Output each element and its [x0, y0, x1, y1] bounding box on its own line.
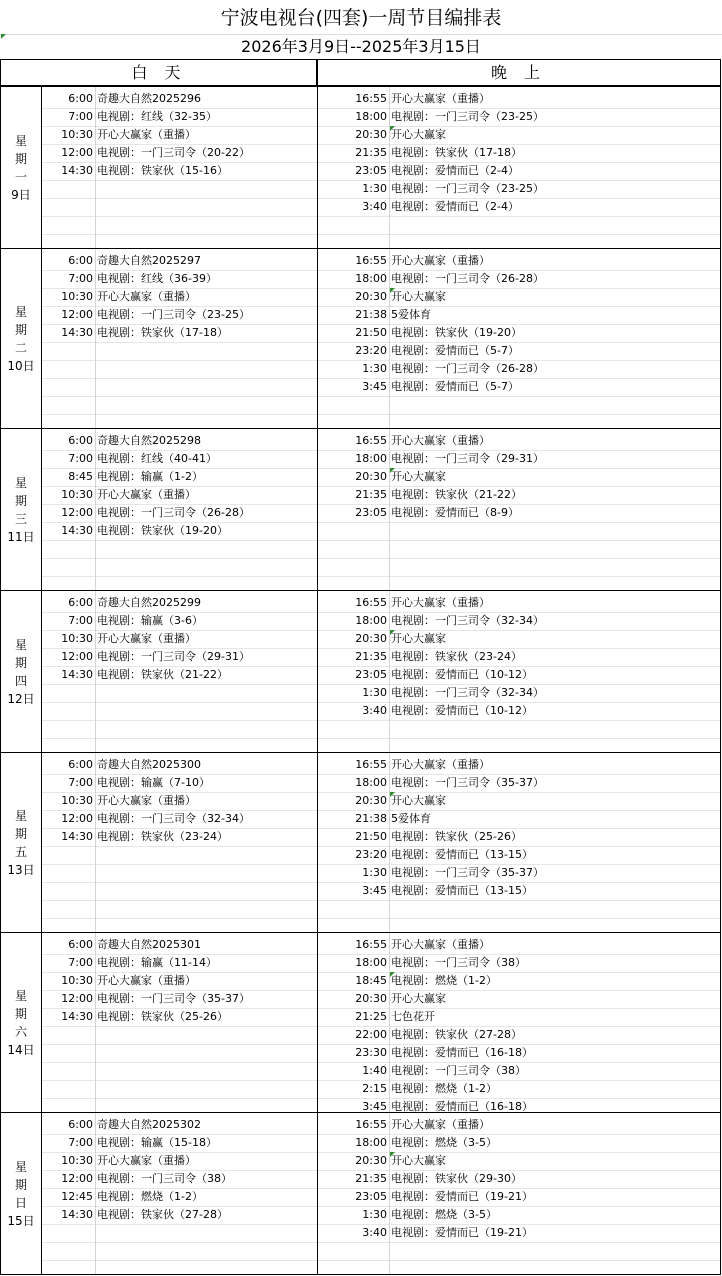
program-time: 20:30 [355, 1154, 387, 1167]
day-label-char: 期 [14, 1177, 27, 1192]
program-time: 21:35 [355, 1172, 387, 1185]
program-title: 开心大赢家 [391, 470, 446, 483]
day-label-char: 期 [14, 655, 27, 670]
program-title: 电视剧：输赢（15-18） [97, 1136, 217, 1149]
program-time: 14:30 [61, 1208, 93, 1221]
evening-program-row [1, 1116, 720, 1134]
program-title: 电视剧：输赢（7-10） [97, 776, 210, 789]
evening-program-row [1, 684, 720, 702]
program-time: 1:30 [362, 182, 387, 195]
program-time: 7:00 [68, 776, 93, 789]
day-label-char: 四 [14, 673, 27, 688]
program-time: 21:25 [355, 1010, 387, 1023]
evening-program-row [1, 252, 720, 270]
program-time: 12:00 [61, 506, 93, 519]
evening-program-row [1, 954, 720, 972]
evening-program-row [1, 486, 720, 504]
evening-program-row [1, 1224, 720, 1242]
program-title: 奇趣大自然2025301 [97, 938, 201, 951]
evening-program-row [1, 108, 720, 126]
program-time: 12:00 [61, 812, 93, 825]
evening-program-row [1, 126, 720, 144]
program-title: 电视剧：铁家伙（15-16） [97, 164, 228, 177]
program-title: 电视剧：爱情而已（2-4） [391, 200, 519, 213]
program-time: 20:30 [355, 128, 387, 141]
program-title: 电视剧：一门三司令（32-34） [391, 614, 544, 627]
row-gridline [42, 234, 720, 235]
evening-program-row [1, 702, 720, 720]
program-time: 18:45 [355, 974, 387, 987]
day-label-char: 期 [14, 322, 27, 337]
program-time: 10:30 [61, 794, 93, 807]
program-title: 奇趣大自然2025300 [97, 758, 201, 771]
program-time: 6:00 [68, 434, 93, 447]
day-label-char: 15日 [7, 1213, 35, 1228]
program-time: 14:30 [61, 524, 93, 537]
program-title: 奇趣大自然2025296 [97, 92, 201, 105]
program-title: 电视剧：一门三司令（29-31） [97, 650, 250, 663]
program-time: 21:38 [355, 308, 387, 321]
evening-program-row [1, 450, 720, 468]
program-time: 23:05 [355, 668, 387, 681]
program-title: 开心大赢家 [391, 128, 446, 141]
evening-program-row [1, 630, 720, 648]
row-gridline [42, 720, 720, 721]
program-title: 开心大赢家 [391, 794, 446, 807]
day-block [0, 752, 721, 933]
evening-program-row [1, 180, 720, 198]
program-title: 电视剧：爱情而已（5-7） [391, 344, 519, 357]
program-time: 6:00 [68, 1118, 93, 1131]
evening-program-row [1, 990, 720, 1008]
program-time: 12:00 [61, 1172, 93, 1185]
day-block [0, 932, 721, 1113]
program-time: 21:38 [355, 812, 387, 825]
program-time: 21:35 [355, 650, 387, 663]
program-title: 电视剧：一门三司令（26-28） [97, 506, 250, 519]
program-title: 电视剧：红线（36-39） [97, 272, 217, 285]
program-time: 1:30 [362, 362, 387, 375]
evening-program-row [1, 792, 720, 810]
evening-program-row [1, 864, 720, 882]
evening-program-row [1, 1062, 720, 1080]
cell-comment-marker [390, 792, 395, 797]
page-subtitle: 2026年3月9日--2025年3月15日 [241, 37, 481, 56]
program-title: 开心大赢家（重播） [97, 632, 196, 645]
program-time: 21:50 [355, 830, 387, 843]
day-block [0, 86, 721, 249]
row-gridline [42, 1260, 720, 1261]
program-title: 电视剧：爱情而已（13-15） [391, 884, 533, 897]
program-title: 电视剧：爱情而已（19-21） [391, 1190, 533, 1203]
program-title: 电视剧：红线（32-35） [97, 110, 217, 123]
program-title: 开心大赢家（重播） [391, 596, 490, 609]
program-time: 16:55 [355, 92, 387, 105]
program-title: 电视剧：一门三司令（26-28） [391, 272, 544, 285]
program-title: 开心大赢家（重播） [391, 1118, 490, 1131]
cell-comment-marker [1, 34, 6, 39]
evening-program-row [1, 666, 720, 684]
program-time: 14:30 [61, 326, 93, 339]
program-title: 电视剧：爱情而已（13-15） [391, 848, 533, 861]
program-title: 电视剧：铁家伙（27-28） [97, 1208, 228, 1221]
evening-program-row [1, 774, 720, 792]
day-label-char: 二 [14, 340, 27, 355]
program-title: 电视剧：一门三司令（23-25） [391, 182, 544, 195]
day-label-char: 星 [14, 637, 27, 652]
day-label-char: 期 [14, 151, 27, 166]
program-time: 1:40 [362, 1064, 387, 1077]
program-time: 1:30 [362, 686, 387, 699]
program-time: 12:00 [61, 146, 93, 159]
program-title: 电视剧：燃烧（1-2） [391, 974, 497, 987]
program-time: 10:30 [61, 128, 93, 141]
program-time: 18:00 [355, 272, 387, 285]
program-title: 开心大赢家（重播） [97, 128, 196, 141]
program-title: 开心大赢家（重播） [391, 758, 490, 771]
evening-program-row [1, 810, 720, 828]
evening-program-row [1, 972, 720, 990]
day-block [0, 428, 721, 591]
row-gridline [42, 900, 720, 901]
evening-program-row [1, 882, 720, 900]
day-label-char: 三 [14, 511, 27, 526]
day-label-char: 六 [14, 1024, 27, 1039]
program-title: 电视剧：铁家伙（27-28） [391, 1028, 522, 1041]
day-block [0, 590, 721, 753]
program-title: 开心大赢家（重播） [391, 938, 490, 951]
program-time: 10:30 [61, 1154, 93, 1167]
program-title: 电视剧：红线（40-41） [97, 452, 217, 465]
row-gridline [42, 396, 720, 397]
program-time: 18:00 [355, 110, 387, 123]
day-label-char: 12日 [7, 691, 35, 706]
program-time: 6:00 [68, 938, 93, 951]
daytime-program-row [1, 522, 720, 540]
program-title: 电视剧：铁家伙（29-30） [391, 1172, 522, 1185]
day-label-char: 星 [14, 304, 27, 319]
evening-program-row [1, 162, 720, 180]
evening-program-row [1, 288, 720, 306]
cell-comment-marker [390, 126, 395, 131]
evening-program-row [1, 1044, 720, 1062]
day-label-char: 期 [14, 826, 27, 841]
day-label-char: 9日 [11, 187, 31, 202]
program-time: 21:35 [355, 488, 387, 501]
program-time: 22:00 [355, 1028, 387, 1041]
program-time: 6:00 [68, 596, 93, 609]
program-title: 电视剧：爱情而已（5-7） [391, 380, 519, 393]
evening-program-row [1, 198, 720, 216]
row-gridline [42, 1242, 720, 1243]
program-time: 16:55 [355, 596, 387, 609]
program-time: 1:30 [362, 866, 387, 879]
program-title: 开心大赢家（重播） [391, 254, 490, 267]
program-time: 3:45 [362, 884, 387, 897]
program-time: 7:00 [68, 452, 93, 465]
program-title: 开心大赢家（重播） [97, 974, 196, 987]
program-time: 23:30 [355, 1046, 387, 1059]
program-title: 电视剧：爱情而已（8-9） [391, 506, 519, 519]
header-night: 晚 上 [316, 59, 721, 86]
day-label-char: 日 [14, 1195, 27, 1210]
program-time: 14:30 [61, 1010, 93, 1023]
divider [0, 34, 722, 35]
program-title: 电视剧：一门三司令（32-34） [391, 686, 544, 699]
program-title: 电视剧：一门三司令（29-31） [391, 452, 544, 465]
program-time: 7:00 [68, 956, 93, 969]
evening-program-row [1, 144, 720, 162]
day-label-char: 一 [14, 169, 27, 184]
program-title: 电视剧：燃烧（1-2） [97, 1190, 203, 1203]
cell-comment-marker [390, 1152, 395, 1157]
program-time: 7:00 [68, 272, 93, 285]
program-title: 开心大赢家 [391, 992, 446, 1005]
program-time: 12:00 [61, 992, 93, 1005]
day-label-char: 11日 [7, 529, 35, 544]
program-title: 电视剧：一门三司令（26-28） [391, 362, 544, 375]
day-label-char: 星 [14, 808, 27, 823]
evening-program-row [1, 1026, 720, 1044]
program-time: 8:45 [68, 470, 93, 483]
day-block [0, 248, 721, 429]
program-title: 电视剧：一门三司令（23-25） [391, 110, 544, 123]
evening-program-row [1, 1170, 720, 1188]
row-gridline [42, 216, 720, 217]
program-time: 3:40 [362, 704, 387, 717]
program-title: 电视剧：一门三司令（38） [97, 1172, 232, 1185]
program-title: 5爱体育 [391, 308, 431, 321]
program-time: 12:00 [61, 650, 93, 663]
program-title: 电视剧：铁家伙（23-24） [391, 650, 522, 663]
program-title: 电视剧：输赢（11-14） [97, 956, 217, 969]
program-time: 2:15 [362, 1082, 387, 1095]
program-time: 14:30 [61, 164, 93, 177]
program-time: 12:00 [61, 308, 93, 321]
program-time: 18:00 [355, 1136, 387, 1149]
program-title: 开心大赢家（重播） [97, 290, 196, 303]
program-title: 电视剧：爱情而已（2-4） [391, 164, 519, 177]
day-label-char: 期 [14, 1006, 27, 1021]
row-gridline [42, 576, 720, 577]
evening-program-row [1, 594, 720, 612]
program-time: 21:50 [355, 326, 387, 339]
program-time: 16:55 [355, 938, 387, 951]
program-title: 电视剧：一门三司令（38） [391, 1064, 526, 1077]
day-label-char: 星 [14, 133, 27, 148]
day-label-char: 星 [14, 988, 27, 1003]
cell-comment-marker [390, 630, 395, 635]
program-time: 14:30 [61, 830, 93, 843]
evening-program-row [1, 936, 720, 954]
program-title: 开心大赢家（重播） [97, 794, 196, 807]
program-title: 电视剧：爱情而已（16-18） [391, 1046, 533, 1059]
program-time: 18:00 [355, 956, 387, 969]
program-time: 23:05 [355, 506, 387, 519]
cell-comment-marker [390, 288, 395, 293]
evening-program-row [1, 828, 720, 846]
day-label-char: 10日 [7, 358, 35, 373]
program-time: 12:45 [61, 1190, 93, 1203]
evening-program-row [1, 1206, 720, 1224]
program-time: 20:30 [355, 290, 387, 303]
program-title: 电视剧：燃烧（1-2） [391, 1082, 497, 1095]
program-title: 电视剧：一门三司令（35-37） [391, 866, 544, 879]
program-title: 开心大赢家 [391, 1154, 446, 1167]
day-label-char: 期 [14, 493, 27, 508]
program-title: 电视剧：一门三司令（23-25） [97, 308, 250, 321]
program-title: 电视剧：一门三司令（20-22） [97, 146, 250, 159]
program-title: 电视剧：爱情而已（10-12） [391, 704, 533, 717]
program-time: 10:30 [61, 290, 93, 303]
program-title: 电视剧：铁家伙（23-24） [97, 830, 228, 843]
program-title: 电视剧：一门三司令（38） [391, 956, 526, 969]
page-title: 宁波电视台(四套)一周节目编排表 [220, 7, 502, 29]
evening-program-row [1, 846, 720, 864]
evening-program-row [1, 324, 720, 342]
program-title: 电视剧：爱情而已（19-21） [391, 1226, 533, 1239]
evening-program-row [1, 504, 720, 522]
program-time: 10:30 [61, 974, 93, 987]
evening-program-row [1, 306, 720, 324]
evening-program-row [1, 648, 720, 666]
program-title: 电视剧：燃烧（3-5） [391, 1136, 497, 1149]
program-title: 开心大赢家（重播） [97, 488, 196, 501]
program-title: 开心大赢家（重播） [97, 1154, 196, 1167]
program-time: 21:35 [355, 146, 387, 159]
program-time: 18:00 [355, 452, 387, 465]
evening-program-row [1, 432, 720, 450]
row-gridline [42, 414, 720, 415]
program-time: 7:00 [68, 1136, 93, 1149]
program-time: 23:20 [355, 848, 387, 861]
day-label-char: 星 [14, 1159, 27, 1174]
evening-program-row [1, 756, 720, 774]
program-title: 奇趣大自然2025297 [97, 254, 201, 267]
program-time: 23:05 [355, 1190, 387, 1203]
program-time: 16:55 [355, 758, 387, 771]
program-time: 20:30 [355, 632, 387, 645]
program-time: 6:00 [68, 758, 93, 771]
program-time: 18:00 [355, 614, 387, 627]
program-title: 电视剧：爱情而已（10-12） [391, 668, 533, 681]
day-block [0, 1112, 721, 1275]
cell-comment-marker [390, 972, 395, 977]
evening-program-row [1, 1080, 720, 1098]
program-time: 14:30 [61, 668, 93, 681]
program-title: 电视剧：爱情而已（16-18） [391, 1100, 533, 1113]
row-gridline [42, 540, 720, 541]
program-title: 电视剧：铁家伙（21-22） [97, 668, 228, 681]
program-title: 开心大赢家 [391, 632, 446, 645]
day-label-char: 星 [14, 475, 27, 490]
evening-program-row [1, 342, 720, 360]
program-title: 电视剧：输赢（3-6） [97, 614, 203, 627]
program-title: 奇趣大自然2025299 [97, 596, 201, 609]
program-title: 电视剧：铁家伙（17-18） [97, 326, 228, 339]
program-title: 5爱体育 [391, 812, 431, 825]
program-time: 10:30 [61, 488, 93, 501]
evening-program-row [1, 1188, 720, 1206]
evening-program-row [1, 270, 720, 288]
row-gridline [42, 738, 720, 739]
program-time: 3:40 [362, 1226, 387, 1239]
evening-program-row [1, 612, 720, 630]
program-time: 16:55 [355, 254, 387, 267]
evening-program-row [1, 1008, 720, 1026]
program-title: 奇趣大自然2025298 [97, 434, 201, 447]
program-time: 3:45 [362, 380, 387, 393]
evening-program-row [1, 468, 720, 486]
program-time: 10:30 [61, 632, 93, 645]
program-title: 奇趣大自然2025302 [97, 1118, 201, 1131]
program-time: 1:30 [362, 1208, 387, 1221]
program-title: 电视剧：铁家伙（21-22） [391, 488, 522, 501]
program-title: 电视剧：燃烧（3-5） [391, 1208, 497, 1221]
program-title: 开心大赢家（重播） [391, 92, 490, 105]
program-title: 电视剧：铁家伙（25-26） [97, 1010, 228, 1023]
row-gridline [42, 918, 720, 919]
program-time: 23:05 [355, 164, 387, 177]
program-time: 20:30 [355, 794, 387, 807]
program-title: 电视剧：输赢（1-2） [97, 470, 203, 483]
program-time: 6:00 [68, 92, 93, 105]
program-time: 7:00 [68, 614, 93, 627]
program-title: 电视剧：一门三司令（35-37） [97, 992, 250, 1005]
evening-program-row [1, 1134, 720, 1152]
evening-program-row [1, 90, 720, 108]
program-title: 电视剧：一门三司令（35-37） [391, 776, 544, 789]
program-time: 7:00 [68, 110, 93, 123]
program-title: 开心大赢家 [391, 290, 446, 303]
evening-program-row [1, 360, 720, 378]
day-label-char: 五 [14, 844, 27, 859]
program-title: 电视剧：铁家伙（19-20） [391, 326, 522, 339]
program-time: 3:40 [362, 200, 387, 213]
evening-program-row [1, 378, 720, 396]
program-title: 电视剧：铁家伙（19-20） [97, 524, 228, 537]
program-time: 20:30 [355, 992, 387, 1005]
day-label-char: 13日 [7, 862, 35, 877]
cell-comment-marker [390, 468, 395, 473]
program-title: 七色花开 [391, 1010, 435, 1023]
program-time: 6:00 [68, 254, 93, 267]
program-time: 16:55 [355, 434, 387, 447]
evening-program-row [1, 1152, 720, 1170]
row-gridline [42, 558, 720, 559]
program-time: 20:30 [355, 470, 387, 483]
program-time: 23:20 [355, 344, 387, 357]
program-time: 18:00 [355, 776, 387, 789]
program-time: 3:45 [362, 1100, 387, 1113]
program-title: 电视剧：铁家伙（17-18） [391, 146, 522, 159]
program-title: 电视剧：铁家伙（25-26） [391, 830, 522, 843]
header-day: 白 天 [0, 59, 318, 86]
day-label-char: 14日 [7, 1042, 35, 1057]
program-time: 16:55 [355, 1118, 387, 1131]
program-title: 电视剧：一门三司令（32-34） [97, 812, 250, 825]
program-title: 开心大赢家（重播） [391, 434, 490, 447]
